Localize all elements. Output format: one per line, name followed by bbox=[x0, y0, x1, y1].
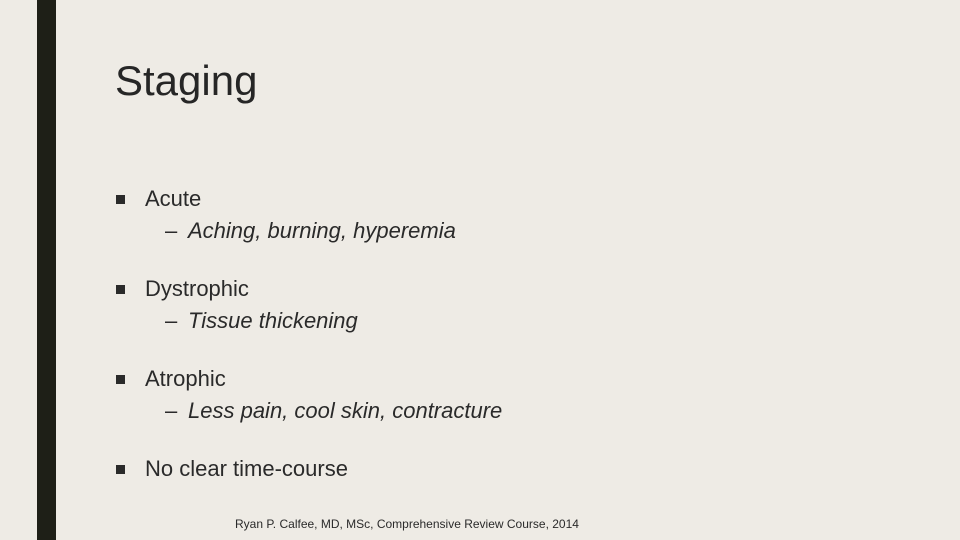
sub-bullet-label: Aching, burning, hyperemia bbox=[188, 218, 456, 243]
slide-footer: Ryan P. Calfee, MD, MSc, Comprehensive Review Course, 2014 bbox=[235, 517, 579, 531]
square-bullet-icon bbox=[116, 285, 125, 294]
square-bullet-icon bbox=[116, 195, 125, 204]
square-bullet-icon bbox=[116, 465, 125, 474]
list-item-atrophic bbox=[115, 362, 915, 428]
sub-bullet-label: Less pain, cool skin, contracture bbox=[188, 398, 503, 423]
list-item-dystrophic bbox=[115, 272, 915, 338]
dash-icon: – bbox=[165, 308, 178, 333]
dash-icon: – bbox=[165, 398, 178, 423]
sub-bullet-label: Tissue thickening bbox=[188, 308, 358, 333]
list-item-no-clear-time-course bbox=[115, 452, 915, 486]
bullet-label: Dystrophic bbox=[145, 276, 249, 301]
dash-icon: – bbox=[165, 218, 178, 243]
list-item-acute bbox=[115, 182, 915, 248]
bullet-label: Acute bbox=[145, 186, 202, 211]
bullet-label: No clear time-course bbox=[145, 456, 348, 481]
square-bullet-icon bbox=[116, 375, 125, 384]
accent-bar bbox=[37, 0, 56, 540]
slide-title: Staging bbox=[115, 57, 258, 104]
bullet-label: Atrophic bbox=[145, 366, 226, 391]
bullet-list bbox=[115, 182, 915, 510]
